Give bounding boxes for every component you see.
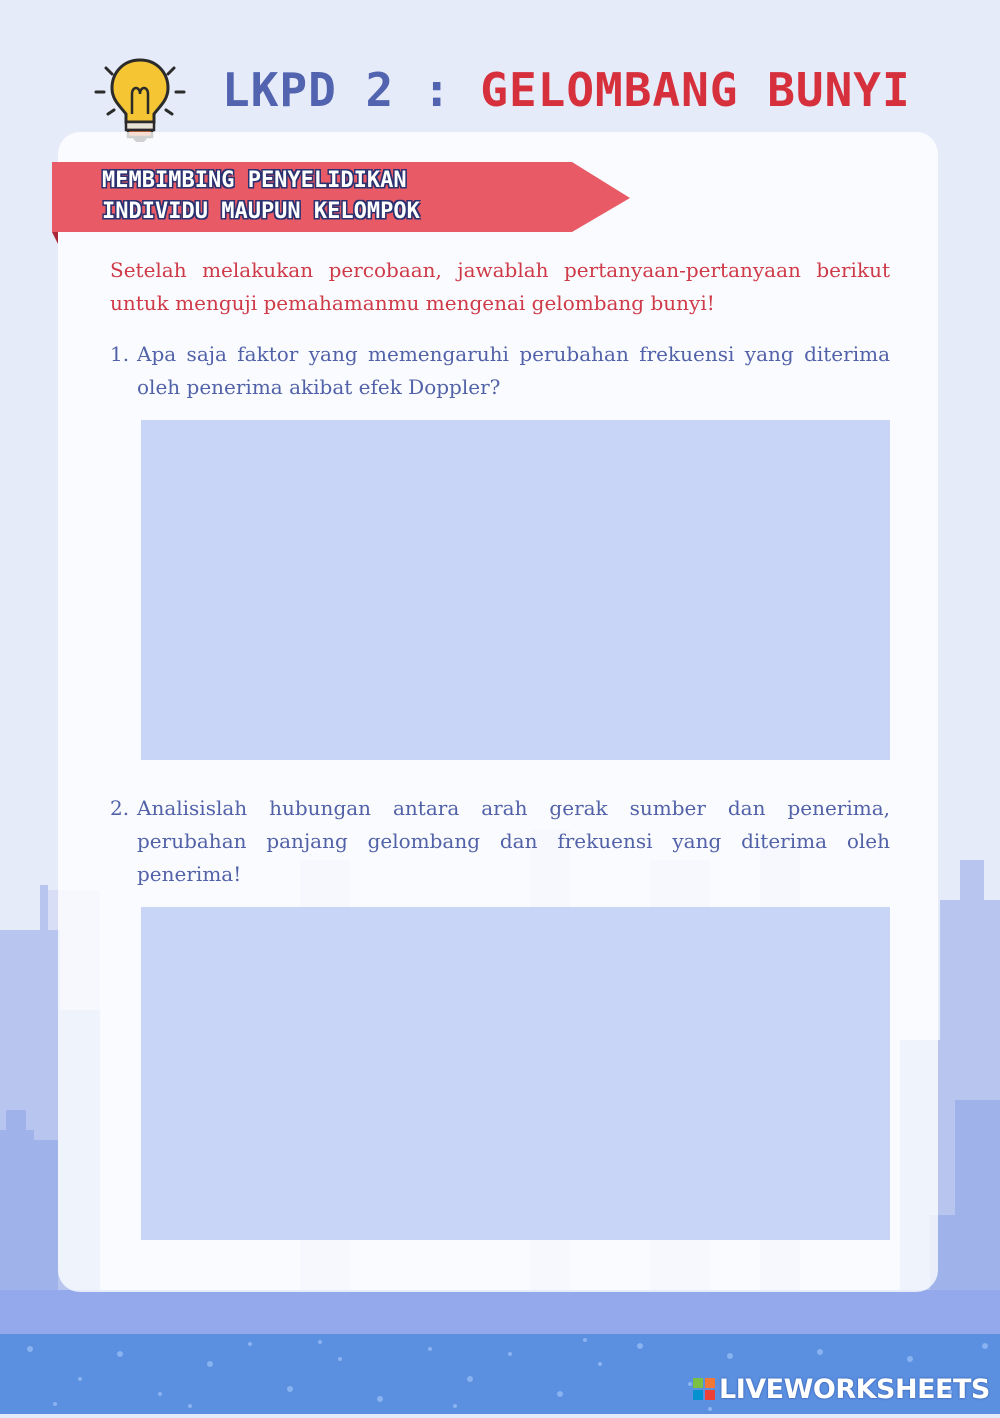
page-header (0, 40, 1000, 140)
page-title (222, 62, 911, 118)
question-2 (110, 792, 890, 891)
question-number: 2. (110, 796, 130, 820)
title-topic: GELOMBANG BUNYI (480, 63, 911, 117)
liveworksheets-logo-icon (692, 1377, 716, 1401)
brand-name: LIVEWORKSHEETS (719, 1374, 990, 1405)
section-heading (102, 165, 542, 227)
question-1 (110, 338, 890, 404)
answer-box-2[interactable] (141, 907, 890, 1240)
section-heading-line1: MEMBIMBING PENYELIDIKAN (102, 168, 407, 193)
answer-box-1[interactable] (141, 420, 890, 760)
title-prefix: LKPD 2 : (222, 63, 481, 117)
liveworksheets-brand[interactable] (692, 1374, 990, 1408)
question-text: Analisislah hubungan antara arah gerak sumber dan penerima, perubahan panjang gelombang dan frekuensi yang diterima oleh penerima! (137, 796, 890, 886)
instructions-text: Setelah melakukan percobaan, jawablah pertanyaan-pertanyaan berikut untuk menguji pemahamanmu mengenai gelombang bunyi! (110, 258, 890, 315)
section-heading-line2: INDIVIDU MAUPUN KELOMPOK (102, 199, 420, 224)
question-text: Apa saja faktor yang memengaruhi perubahan frekuensi yang diterima oleh penerima akibat efek Doppler? (137, 342, 890, 399)
question-number: 1. (110, 342, 130, 366)
